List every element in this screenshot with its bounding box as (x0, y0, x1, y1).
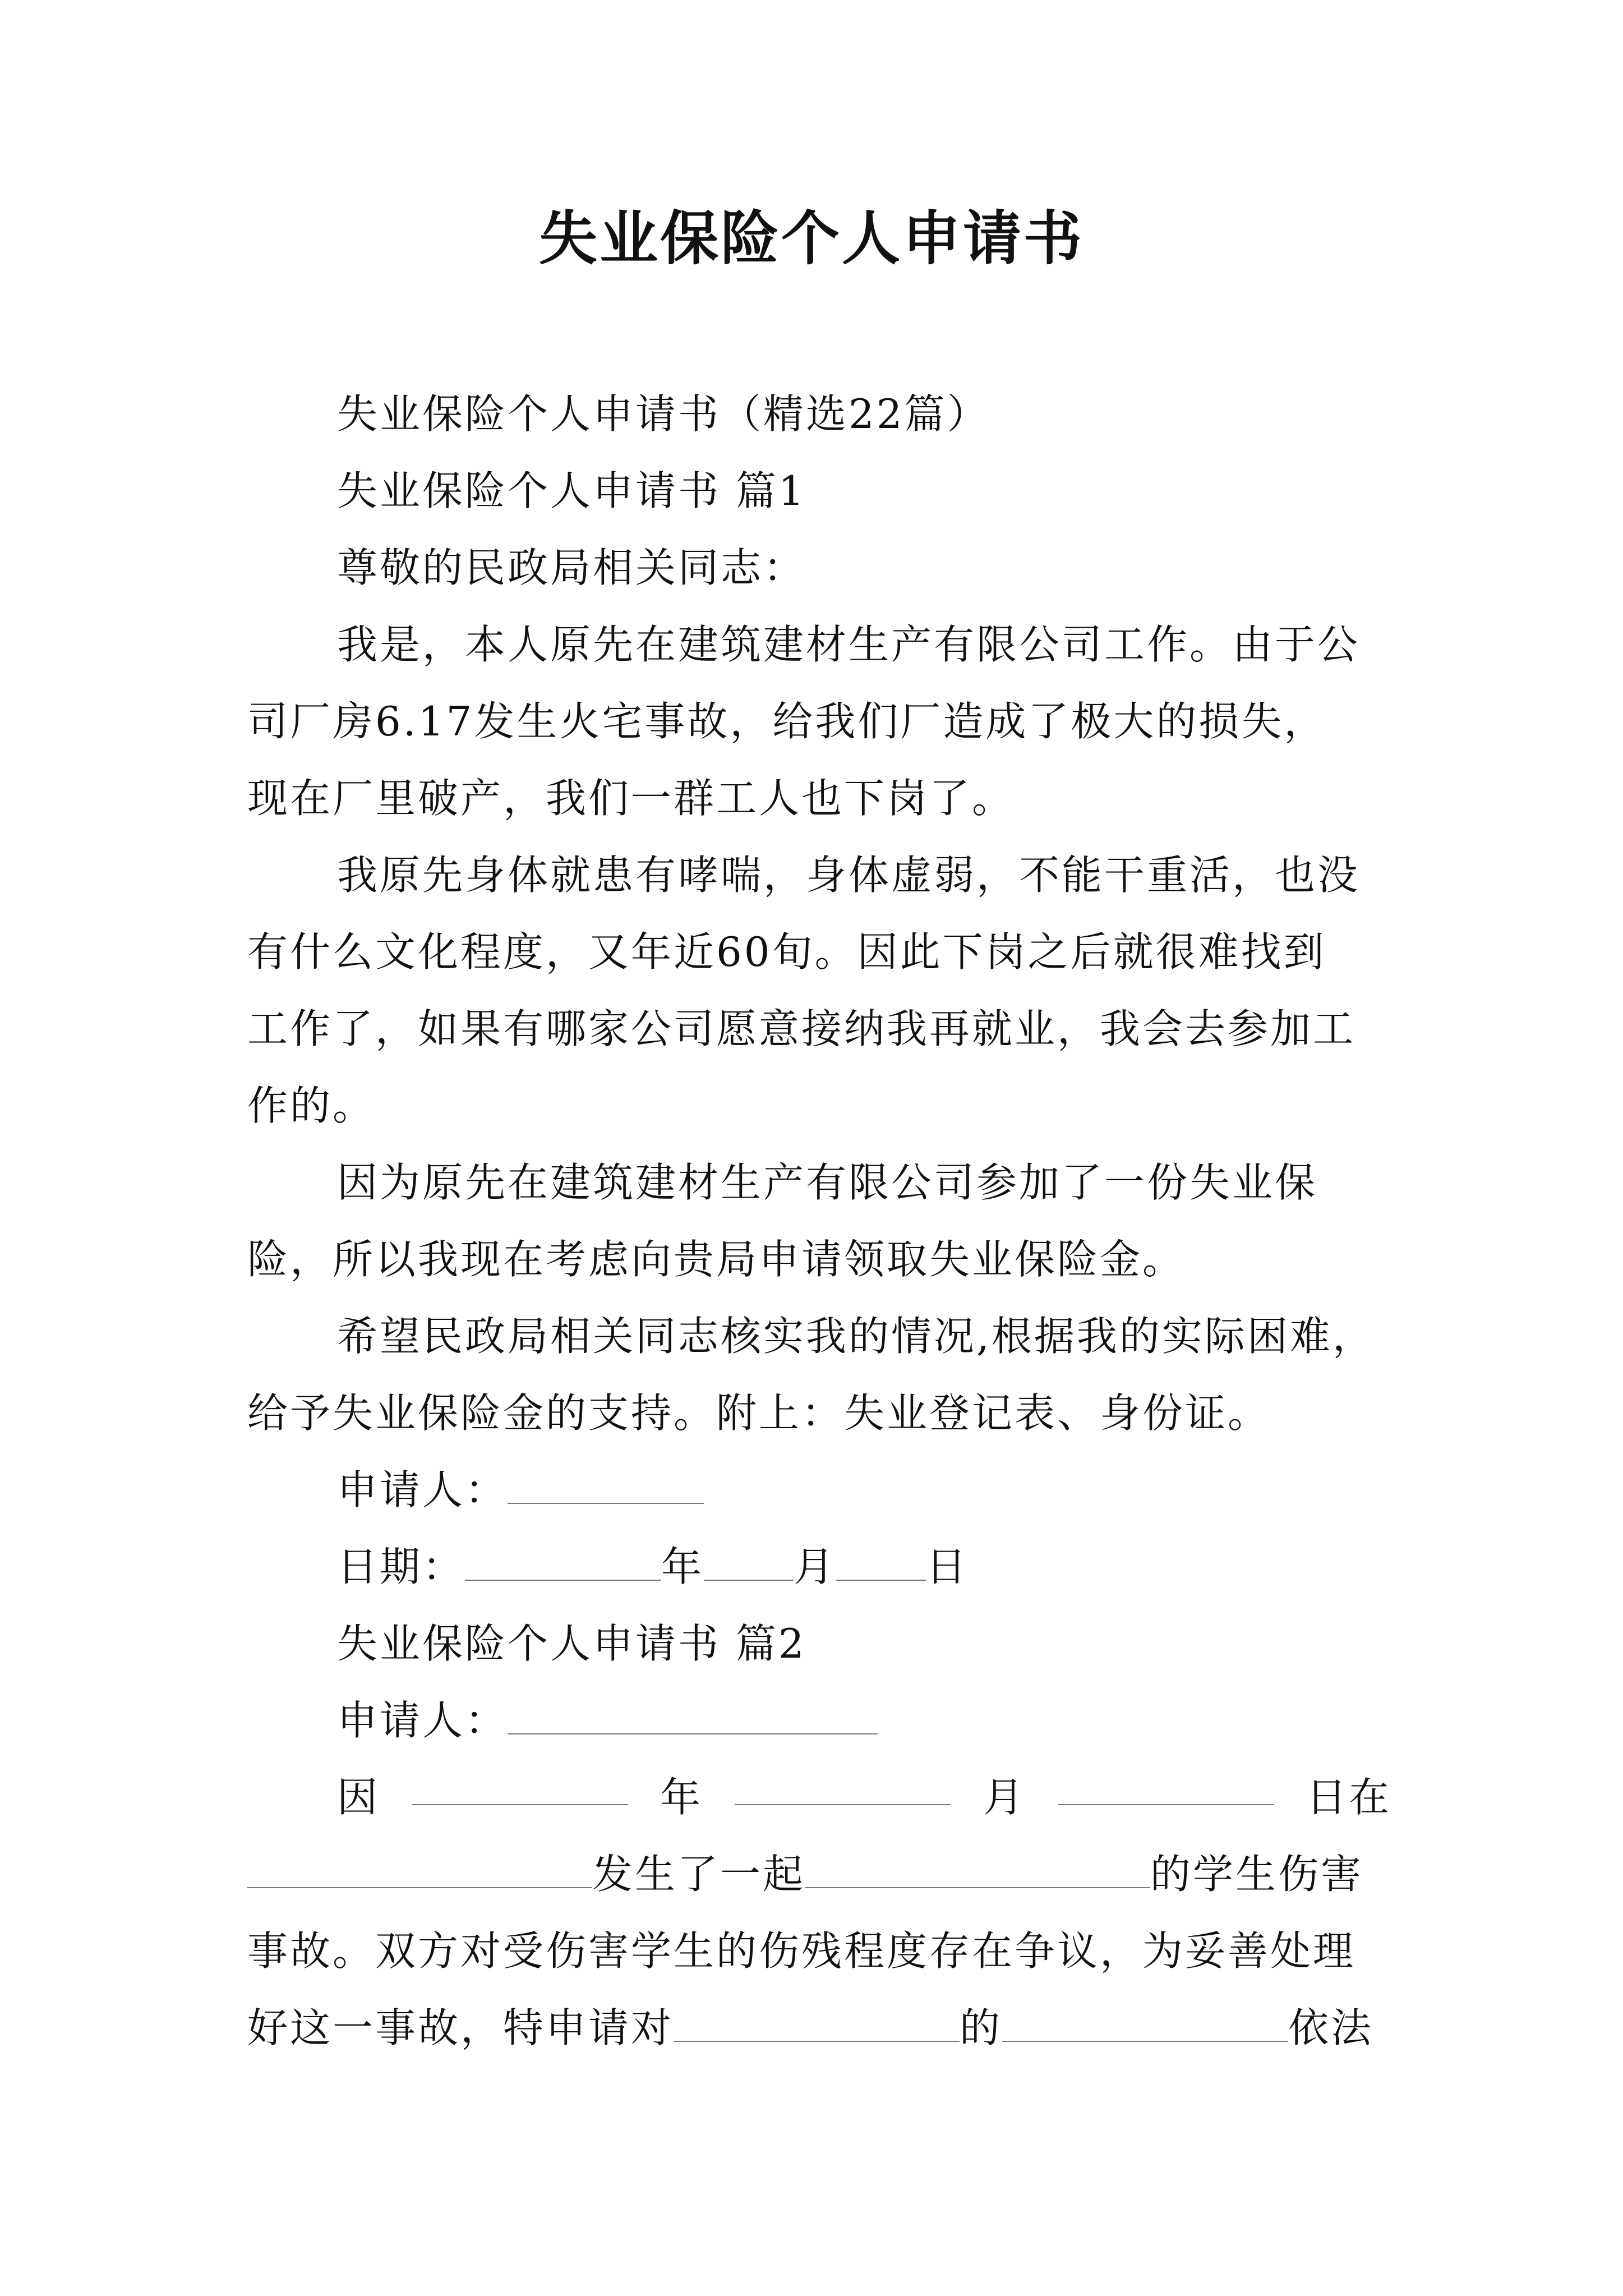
s2-text: 日在 (1306, 1774, 1391, 1821)
month-blank[interactable] (735, 1759, 951, 1805)
paragraph-2 (247, 837, 1391, 1144)
document-body (247, 376, 1391, 2067)
s2-text: 月 (983, 1774, 1026, 1821)
date-label: 日期： (337, 1543, 465, 1590)
incident-blank[interactable] (805, 1842, 1150, 1888)
s2-text: 因 (337, 1774, 380, 1821)
salutation: 尊敬的民政局相关同志： (337, 544, 806, 591)
s2-text: 的 (960, 2004, 1003, 2051)
paragraph-line: 我原先身体就患有哮喘，身体虚弱，不能干重活，也没 (337, 852, 1361, 899)
s2-text: 的学生伤害 (1150, 1851, 1364, 1898)
applicant-line (247, 1452, 1391, 1529)
s2-text: 年 (660, 1774, 703, 1821)
s2-text: 发生了一起 (592, 1851, 806, 1898)
year-blank[interactable] (465, 1535, 661, 1581)
applicant2-line (247, 1682, 1391, 1759)
day-blank[interactable] (836, 1535, 926, 1581)
target-blank[interactable] (674, 1996, 960, 2042)
s2-text: 依法 (1288, 2004, 1374, 2051)
s2-line-3: 事故。双方对受伤害学生的伤残程度存在争议，为妥善处理 (247, 1927, 1356, 1975)
paragraph-line: 我是，本人原先在建筑建材生产有限公司工作。由于公 (337, 621, 1361, 668)
s2-text: 好这一事故，特申请对 (247, 2004, 674, 2051)
location-blank[interactable] (247, 1842, 592, 1888)
applicant-label: 申请人： (337, 1466, 508, 1513)
month-label: 月 (794, 1543, 837, 1590)
paragraph-line: 有什么文化程度，又年近60旬。因此下岗之后就很难找到 (247, 928, 1326, 976)
paragraph-line: 希望民政局相关同志核实我的情况,根据我的实际困难， (337, 1313, 1375, 1360)
applicant2-blank[interactable] (508, 1688, 878, 1734)
paragraph-3 (247, 1144, 1391, 1298)
applicant-blank[interactable] (508, 1458, 704, 1504)
section-2-heading: 失业保险个人申请书 篇2 (337, 1620, 806, 1667)
matter-blank[interactable] (1002, 1996, 1288, 2042)
document-title: 失业保险个人申请书 (538, 204, 1084, 273)
paragraph-line: 司厂房6.17发生火宅事故，给我们厂造成了极大的损失， (247, 698, 1327, 745)
s2-line-1 (247, 1759, 1391, 1836)
applicant2-label: 申请人： (337, 1697, 508, 1744)
month-blank[interactable] (704, 1535, 794, 1581)
paragraph-line: 因为原先在建筑建材生产有限公司参加了一份失业保 (337, 1159, 1318, 1206)
section-1-heading: 失业保险个人申请书 篇1 (337, 467, 806, 514)
paragraph-1 (247, 606, 1391, 837)
paragraph-line: 现在厂里破产，我们一群工人也下岗了。 (247, 775, 1015, 822)
day-blank[interactable] (1058, 1759, 1274, 1805)
subtitle: 失业保险个人申请书（精选22篇） (337, 390, 990, 438)
paragraph-line: 险，所以我现在考虑向贵局申请领取失业保险金。 (247, 1236, 1186, 1283)
s2-line-2 (247, 1836, 1391, 1913)
paragraph-line: 作的。 (247, 1082, 376, 1129)
paragraph-4 (247, 1298, 1391, 1452)
year-blank[interactable] (412, 1759, 628, 1805)
year-label: 年 (661, 1543, 704, 1590)
date-line (247, 1529, 1391, 1605)
paragraph-line: 工作了，如果有哪家公司愿意接纳我再就业，我会去参加工 (247, 1005, 1356, 1052)
paragraph-line: 给予失业保险金的支持。附上：失业登记表、身份证。 (247, 1389, 1271, 1437)
s2-line-4 (247, 1990, 1391, 2067)
day-label: 日 (926, 1543, 969, 1590)
